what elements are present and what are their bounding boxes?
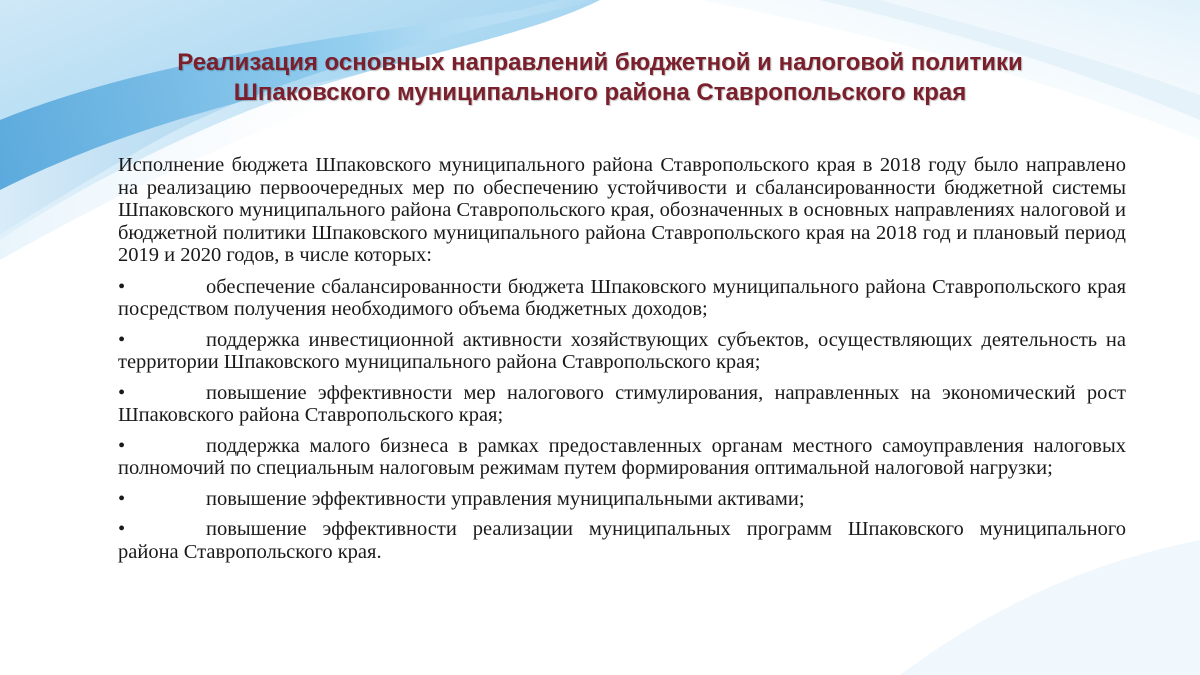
bullet-text: повышение эффективности мер налогового стимулирования, направленных на экономический рост Шпаковского района Ставропольского края; [118, 381, 1126, 426]
bullet-text: обеспечение сбалансированности бюджета Шпаковского муниципального района Ставропольского края посредством получения необходимого объема бюджетных доходов; [118, 275, 1126, 320]
bullet-text: повышение эффективности реализации муниципальных программ Шпаковского муниципального района Ставропольского края. [118, 518, 1126, 563]
bullet-icon: • [118, 275, 126, 298]
list-item [118, 488, 1126, 511]
bullet-list [118, 276, 1126, 564]
bullet-icon: • [118, 328, 126, 351]
bullet-text: повышение эффективности управления муниципальными активами; [206, 487, 805, 510]
list-item [118, 382, 1126, 427]
bullet-icon: • [118, 518, 126, 540]
title-line-2: Шпаковского муниципального района Ставропольского края [233, 79, 967, 106]
bullet-icon: • [118, 381, 126, 404]
bullet-text: поддержка инвестиционной активности хозяйствующих субъектов, осуществляющих деятельность на территории Шпаковского муниципального района Ставропольского края; [118, 328, 1126, 373]
bullet-text: поддержка малого бизнеса в рамках предоставленных органам местного самоуправления налоговых полномочий по специальным налоговым режимам путем формирования оптимальной налоговой нагрузки; [118, 434, 1126, 479]
intro-paragraph: Исполнение бюджета Шпаковского муниципального района Ставропольского края в 2018 году было направлено на реализацию первоочередных мер по обеспечению устойчивости и сбалансированности бюджетной системы Шпаковского муниципального района Ставропольского края, обозначенных в основных направлениях налоговой и бюджетной политики Шпаковского муниципального района Ставропольского края на 2018 год и плановый период 2019 и 2020 годов, в числе которых: [118, 154, 1126, 266]
title-line-1: Реализация основных направлений бюджетной и налоговой политики [177, 49, 1023, 76]
list-item [118, 329, 1126, 374]
bullet-icon: • [118, 434, 126, 457]
slide-body [118, 154, 1126, 571]
slide-title [100, 48, 1100, 108]
list-item [118, 435, 1126, 480]
bullet-icon: • [118, 487, 126, 510]
list-item [118, 518, 1126, 563]
list-item [118, 276, 1126, 321]
